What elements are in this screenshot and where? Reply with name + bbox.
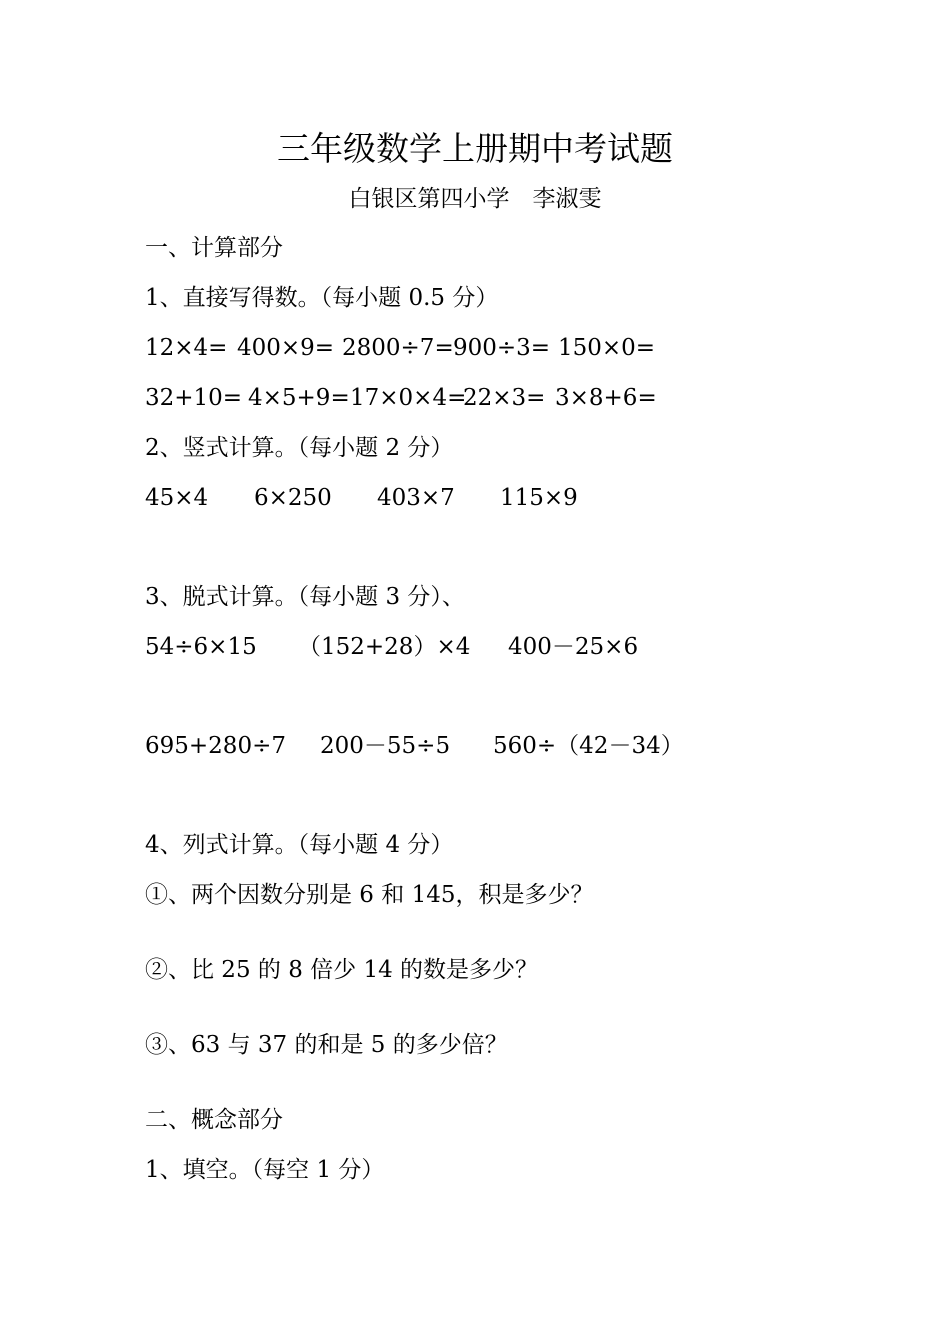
expression: 54÷6×15 — [145, 634, 257, 660]
word-problem-2: ②、比 25 的 8 倍少 14 的数是多少？ — [145, 957, 539, 983]
expression: 32+10= — [145, 385, 243, 411]
question-2-label: 2、竖式计算。（每小题 2 分） — [145, 435, 454, 461]
expression: （152+28）×4 — [298, 634, 471, 660]
expression: 150×0= — [558, 335, 656, 361]
expression: 400×9= — [237, 335, 335, 361]
expression: 17×0×4= — [350, 385, 467, 411]
expression: 12×4= — [145, 335, 228, 361]
section-heading-calculation: 一、计算部分 — [145, 235, 283, 261]
section-heading-concepts: 二、概念部分 — [145, 1107, 283, 1133]
part-2-question-1-label: 1、填空。（每空 1 分） — [145, 1157, 385, 1183]
expression: 200－55÷5 — [320, 733, 451, 759]
expression: 2800÷7= — [342, 335, 454, 361]
question-4-label: 4、列式计算。（每小题 4 分） — [145, 832, 454, 858]
author-line: 白银区第四小学 李淑雯 — [348, 186, 602, 212]
question-1-label: 1、直接写得数。（每小题 0.5 分） — [145, 285, 499, 311]
page-title: 三年级数学上册期中考试题 — [277, 129, 673, 168]
word-problem-1: ①、两个因数分别是 6 和 145，积是多少？ — [145, 882, 594, 908]
expression: 115×9 — [500, 485, 578, 511]
expression: 560÷（42－34） — [493, 733, 684, 759]
expression: 4×5+9= — [248, 385, 350, 411]
expression: 695+280÷7 — [145, 733, 286, 759]
expression: 403×7 — [377, 485, 455, 511]
expression: 3×8+6= — [555, 385, 657, 411]
question-3-label: 3、脱式计算。（每小题 3 分）、 — [145, 584, 465, 610]
word-problem-3: ③、63 与 37 的和是 5 的多少倍？ — [145, 1032, 508, 1058]
expression: 900÷3= — [453, 335, 551, 361]
expression: 400－25×6 — [508, 634, 639, 660]
expression: 22×3= — [463, 385, 546, 411]
expression: 45×4 — [145, 485, 209, 511]
expression: 6×250 — [254, 485, 332, 511]
